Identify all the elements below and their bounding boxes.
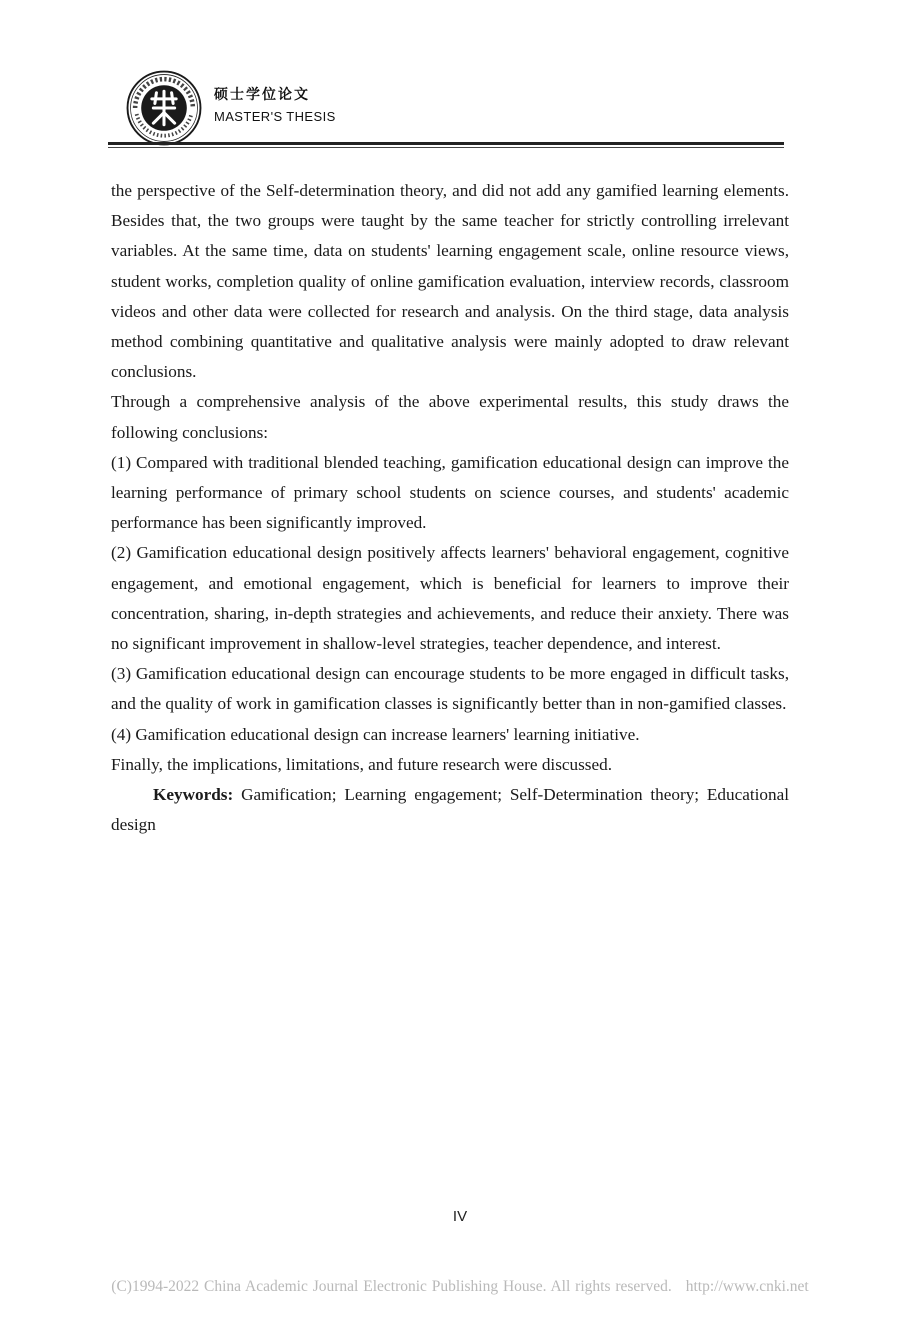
thesis-title-cn: 硕士学位论文 [214,87,310,103]
page-number: IV [452,1208,468,1225]
page-header [124,70,786,152]
paragraph: (4) Gamification educational design can increase learners' learning initiative. [111,724,640,744]
copyright-text: (C)1994-2022 China Academic Journal Electronic Publishing House. All rights reserved. [111,1278,672,1295]
header-rule-thin [108,147,784,148]
abstract-body [111,176,789,840]
paragraph: (3) Gamification educational design can encourage students to be more engaged in difficult tasks, and the quality of work in gamification classes is significantly better than in non-gamified classes. [111,664,789,714]
thesis-title-en: MASTER'S THESIS [214,109,336,124]
keywords-text: Gamification; Learning engagement; Self-Determination theory; Educational design [111,785,789,835]
header-rule-thick [108,142,784,145]
header-titles [214,86,336,126]
paragraph: the perspective of the Self-determination theory, and did not add any gamified learning elements. Besides that, the two groups were taught by the same teacher for strictly controlling irrelevant variables. At the same time, data on students' learning engagement scale, online resource views, student works, completion quality of online gamification evaluation, interview records, classroom videos and other data were collected for research and analysis. On the third stage, data analysis method combining quantitative and qualitative analysis were mainly adopted to draw relevant conclusions. [111,181,789,382]
keywords-paragraph: Keywords: Gamification; Learning engagement; Self-Determination theory; Educational design [111,785,789,835]
paragraph: Through a comprehensive analysis of the above experimental results, this study draws the following conclusions: [111,392,789,442]
keywords-label: Keywords [153,785,228,805]
paragraph: Finally, the implications, limitations, and future research were discussed. [111,754,613,774]
university-seal-icon [126,70,202,146]
paragraph: (1) Compared with traditional blended teaching, gamification educational design can improve the learning performance of primary school students on science courses, and students' academic performance has been significantly improved. [111,452,789,533]
footer-url: http://www.cnki.net [685,1278,809,1295]
page-footer [0,1278,920,1296]
paragraph: (2) Gamification educational design positively affects learners' behavioral engagement, cognitive engagement, and emotional engagement, which is beneficial for learners to improve their concentration, sharing, in-depth strategies and achievements, and reduce their anxiety. There was no significant improvement in shallow-level strategies, teacher dependence, and interest. [111,543,789,654]
